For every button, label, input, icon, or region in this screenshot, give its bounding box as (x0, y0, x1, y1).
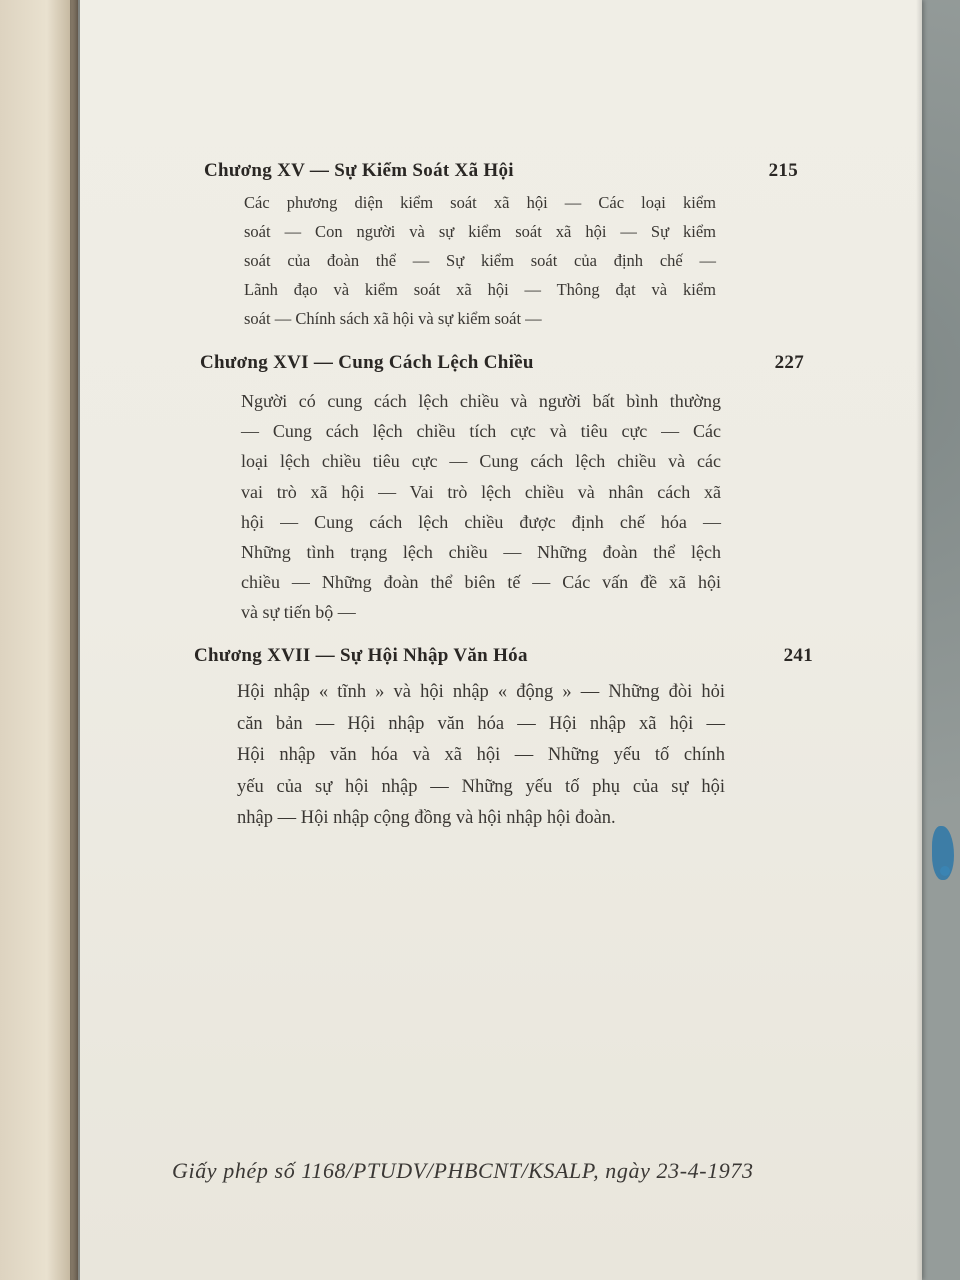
chapter-summary (241, 386, 721, 628)
ink-stain-dot (940, 866, 950, 876)
summary-line: Hội nhập văn hóa và xã hội — Những yếu tố chính (237, 745, 725, 765)
summary-line: vai trò xã hội — Vai trò lệch chiều và nhân cách xã (241, 481, 721, 502)
toc-entry-heading (200, 352, 804, 380)
summary-line: loại lệch chiều tiêu cực — Cung cách lệch chiều và các (241, 451, 721, 472)
chapter-page-number: 215 (768, 160, 798, 181)
summary-line: căn bản — Hội nhập văn hóa — Hội nhập xã hội — (237, 713, 725, 734)
chapter-title: Chương XV — Sự Kiểm Soát Xã Hội (204, 160, 514, 181)
summary-line: Hội nhập « tĩnh » và hội nhập « động » — Những đòi hỏi (237, 682, 725, 702)
summary-line: soát — Chính sách xã hội và sự kiểm soát — (244, 309, 542, 328)
summary-line: hội — Cung cách lệch chiều được định chế hóa — (241, 511, 721, 532)
summary-line: soát của đoàn thể — Sự kiểm soát của định chế — (244, 251, 716, 270)
toc-entry-chapter-15 (204, 160, 798, 333)
summary-line: yếu của sự hội nhập — Những yếu tố phụ của sự hội (237, 776, 725, 797)
summary-line: chiều — Những đoàn thể biên tế — Các vấn đề xã hội (241, 572, 721, 593)
summary-line: Những tình trạng lệch chiều — Những đoàn thể lệch (241, 542, 721, 563)
chapter-page-number: 227 (774, 352, 804, 373)
page-edge-shadow (916, 0, 922, 1280)
chapter-summary (244, 188, 716, 333)
toc-entry-chapter-17 (194, 645, 813, 835)
left-page-edge (0, 0, 78, 1280)
chapter-page-number: 241 (783, 645, 813, 666)
toc-entry-heading (204, 160, 798, 188)
summary-line: Các phương diện kiểm soát xã hội — Các loại kiểm (244, 193, 716, 212)
chapter-summary (237, 677, 725, 835)
publication-license-line: Giấy phép số 1168/PTUDV/PHBCNT/KSALP, ngày 23-4-1973 (172, 1158, 754, 1183)
chapter-title: Chương XVII — Sự Hội Nhập Văn Hóa (194, 645, 528, 666)
summary-line: Người có cung cách lệch chiều và người bất bình thường (241, 391, 721, 411)
summary-line: Lãnh đạo và kiểm soát xã hội — Thông đạt và kiểm (244, 280, 716, 299)
chapter-title: Chương XVI — Cung Cách Lệch Chiều (200, 352, 534, 373)
toc-entry-heading (194, 645, 813, 673)
summary-line: và sự tiến bộ — (241, 602, 356, 623)
summary-line: soát — Con người và sự kiểm soát xã hội — Sự kiểm (244, 222, 716, 241)
summary-line: nhập — Hội nhập cộng đồng và hội nhập hội đoàn. (237, 808, 616, 828)
toc-entry-chapter-16 (200, 352, 804, 628)
summary-line: — Cung cách lệch chiều tích cực và tiêu cực — Các (241, 421, 721, 442)
